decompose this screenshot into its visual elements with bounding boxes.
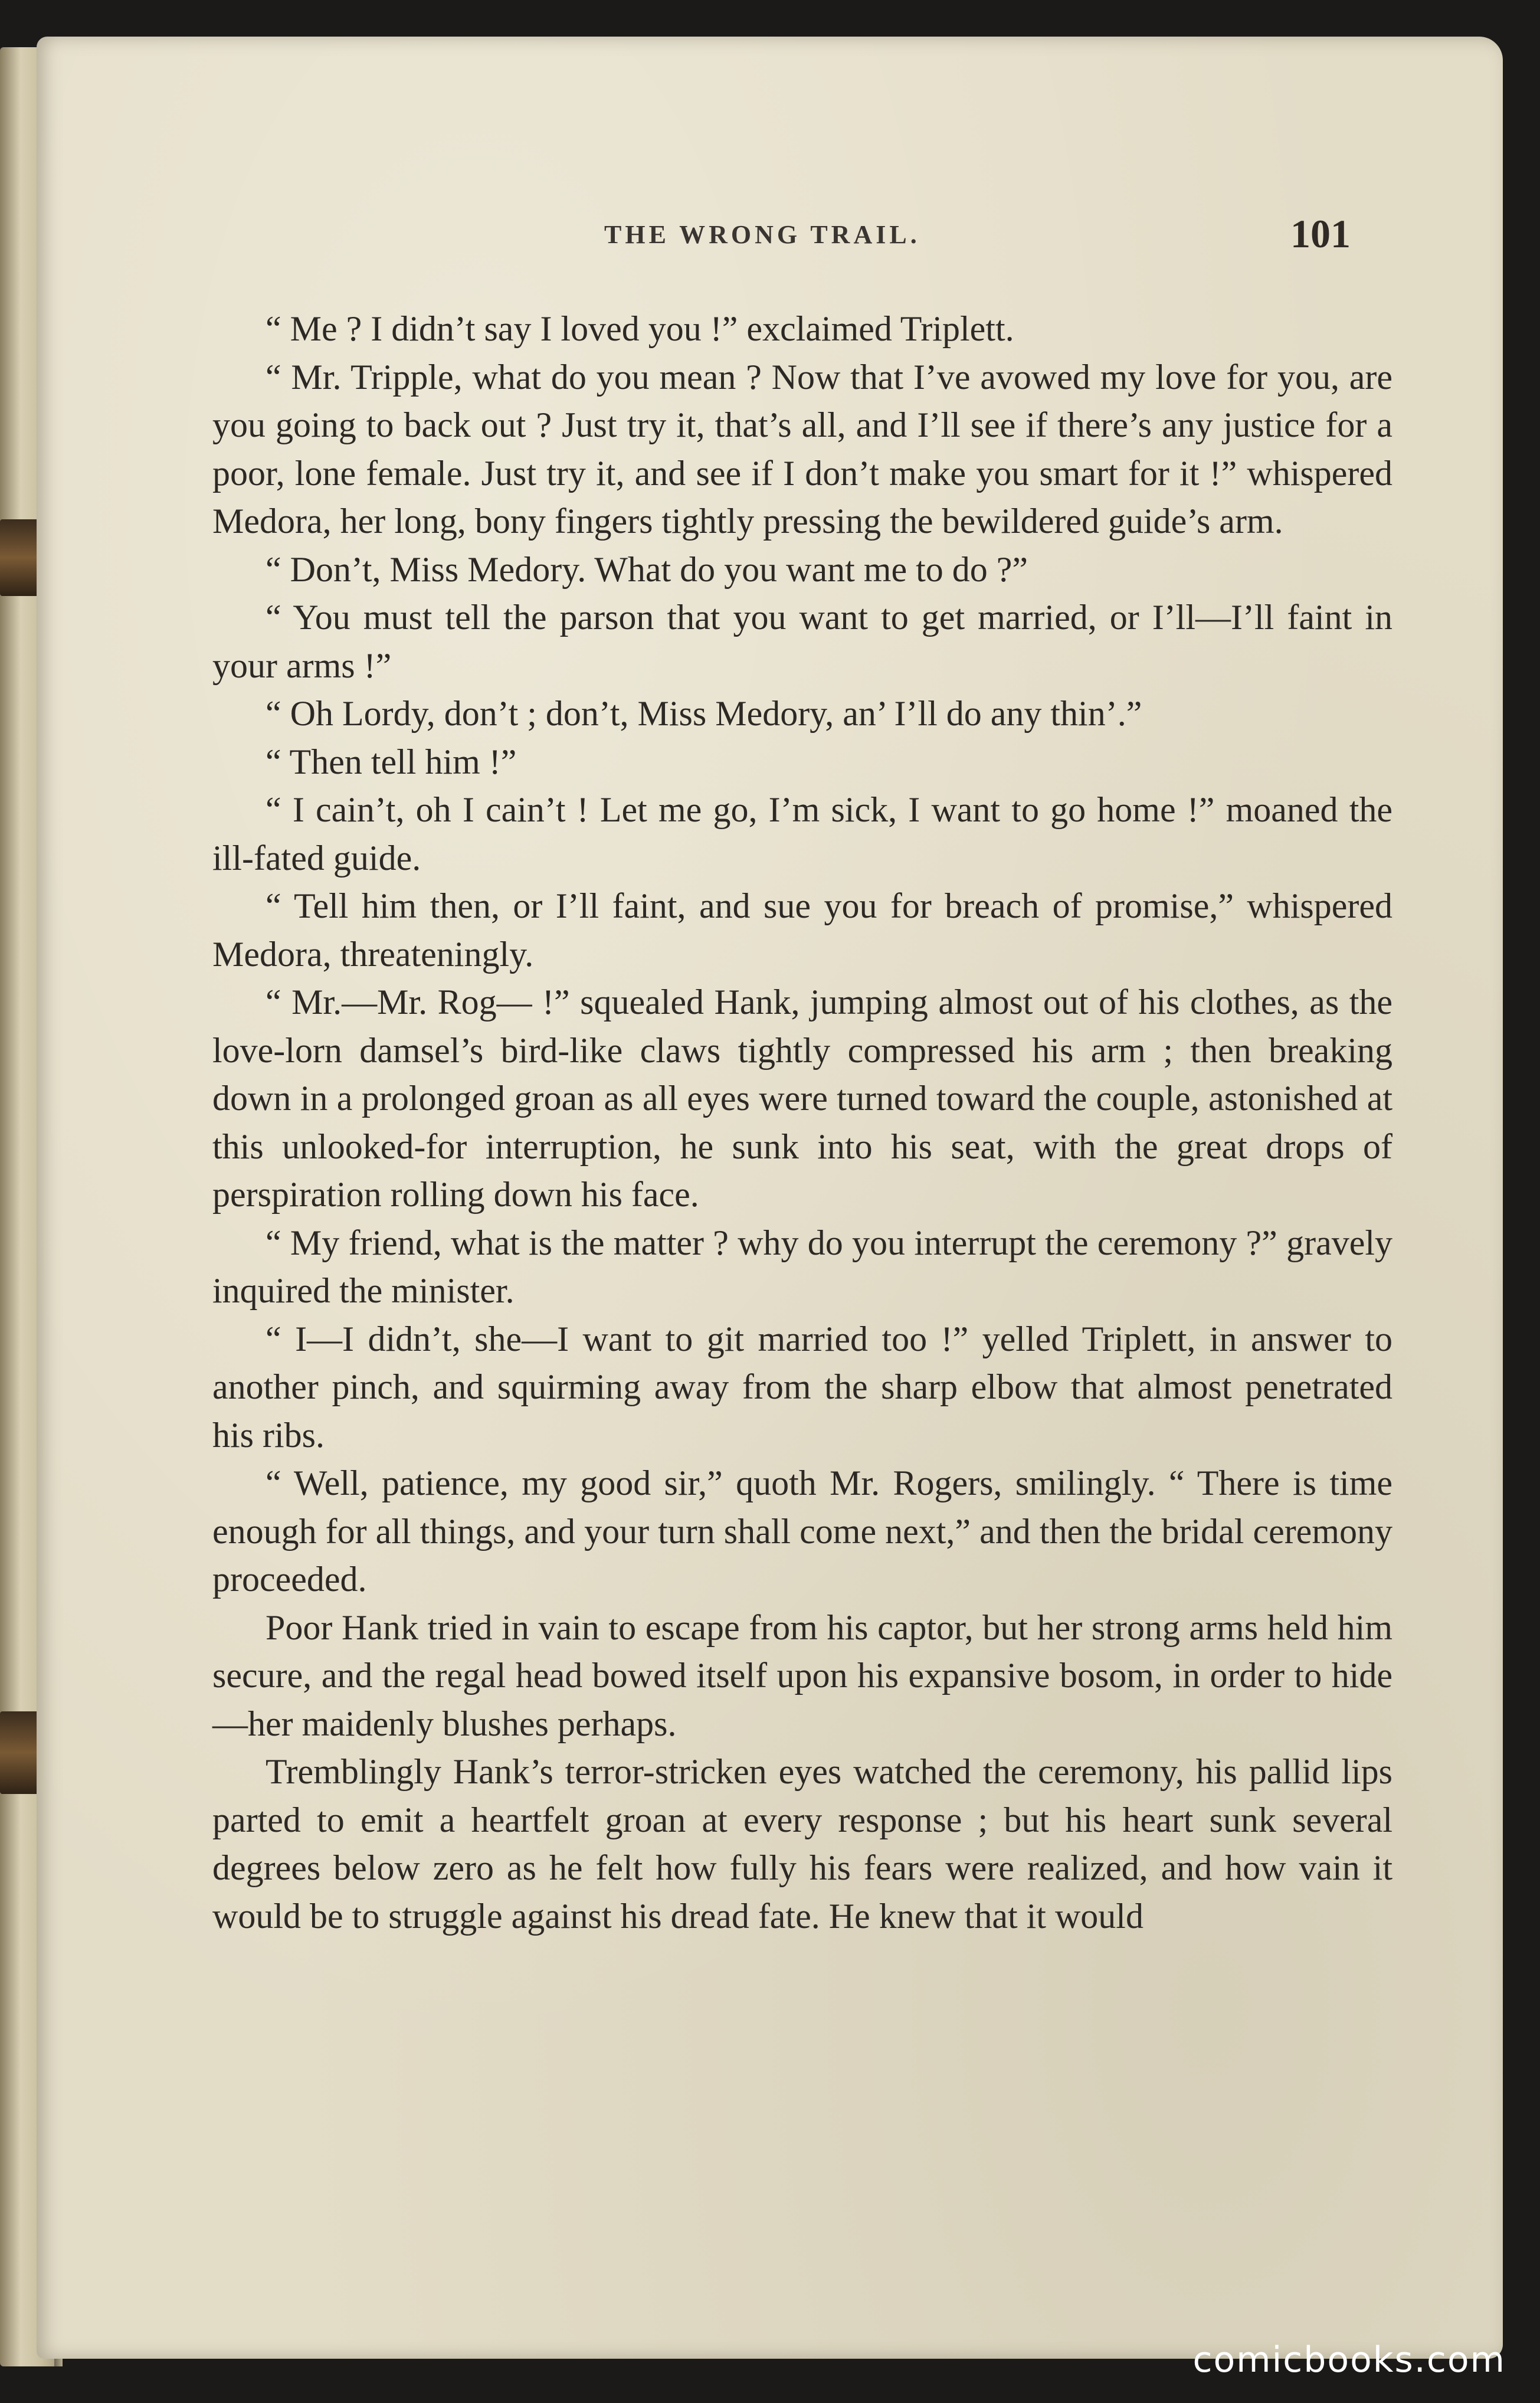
paragraph: “ Don’t, Miss Medory. What do you want me to do ?” xyxy=(266,549,1028,589)
page-number: 101 xyxy=(1290,211,1351,256)
paragraph: “ Oh Lordy, don’t ; don’t, Miss Medory, an’ I’ll do any thin’.” xyxy=(266,694,1142,733)
paragraph: “ Well, patience, my good sir,” quoth Mr. Rogers, smilingly. “ There is time enough for all things, and your turn shall come next,” and then the bridal ceremony proceeded. xyxy=(212,1464,1392,1599)
paragraph: “ Mr.—Mr. Rog— !” squealed Hank, jumping almost out of his clothes, as the love-lorn damsel’s bird-like claws tightly compressed his arm ; then breaking down in a prolonged groan as all eyes were turned toward the couple, astonished at this unlooked-for interruption, he sunk into his seat, with the great drops of perspiration rolling down his face. xyxy=(212,983,1392,1214)
paragraph: Tremblingly Hank’s terror-stricken eyes watched the ceremony, his pallid lips parted to emit a heartfelt groan at every response ; but his heart sunk several degrees below zero as he felt how fully his fears were realized, and how vain it would be to struggle against his dread fate. He knew that it would xyxy=(212,1752,1392,1936)
book-page xyxy=(37,37,1503,2359)
paragraph: “ Then tell him !” xyxy=(266,742,517,781)
paragraph: “ You must tell the parson that you want to get married, or I’ll—I’ll faint in your arms !” xyxy=(212,598,1392,685)
paragraph: “ I cain’t, oh I cain’t ! Let me go, I’m sick, I want to go home !” moaned the ill-fated guide. xyxy=(212,790,1392,878)
running-title: THE WRONG TRAIL. xyxy=(604,220,920,249)
page-header xyxy=(37,187,1503,258)
paragraph: “ Mr. Tripple, what do you mean ? Now that I’ve avowed my love for you, are you going to back out ? Just try it, that’s all, and I’ll see if there’s any justice for a poor, lone female. Just try it, and see if I don’t make you smart for it !” whispered Medora, her long, bony fingers tightly pressing the bewildered guide’s arm. xyxy=(212,357,1392,541)
site-watermark: comicbooks.com xyxy=(1192,2339,1506,2381)
paragraph: “ My friend, what is the matter ? why do you interrupt the ceremony ?” gravely inquired the minister. xyxy=(212,1223,1392,1310)
paragraph: “ Me ? I didn’t say I loved you !” exclaimed Triplett. xyxy=(266,309,1014,348)
paragraph: Poor Hank tried in vain to escape from his captor, but her strong arms held him secure, and the regal head bowed itself upon his expansive bosom, in order to hide—her maidenly blushes perhaps. xyxy=(212,1608,1392,1743)
paragraph: “ Tell him then, or I’ll faint, and sue you for breach of promise,” whispered Medora, threateningly. xyxy=(212,886,1392,974)
paragraph: “ I—I didn’t, she—I want to git married too !” yelled Triplett, in answer to another pinch, and squirming away from the sharp elbow that almost penetrated his ribs. xyxy=(212,1319,1392,1455)
page-body-text xyxy=(212,305,1392,1940)
